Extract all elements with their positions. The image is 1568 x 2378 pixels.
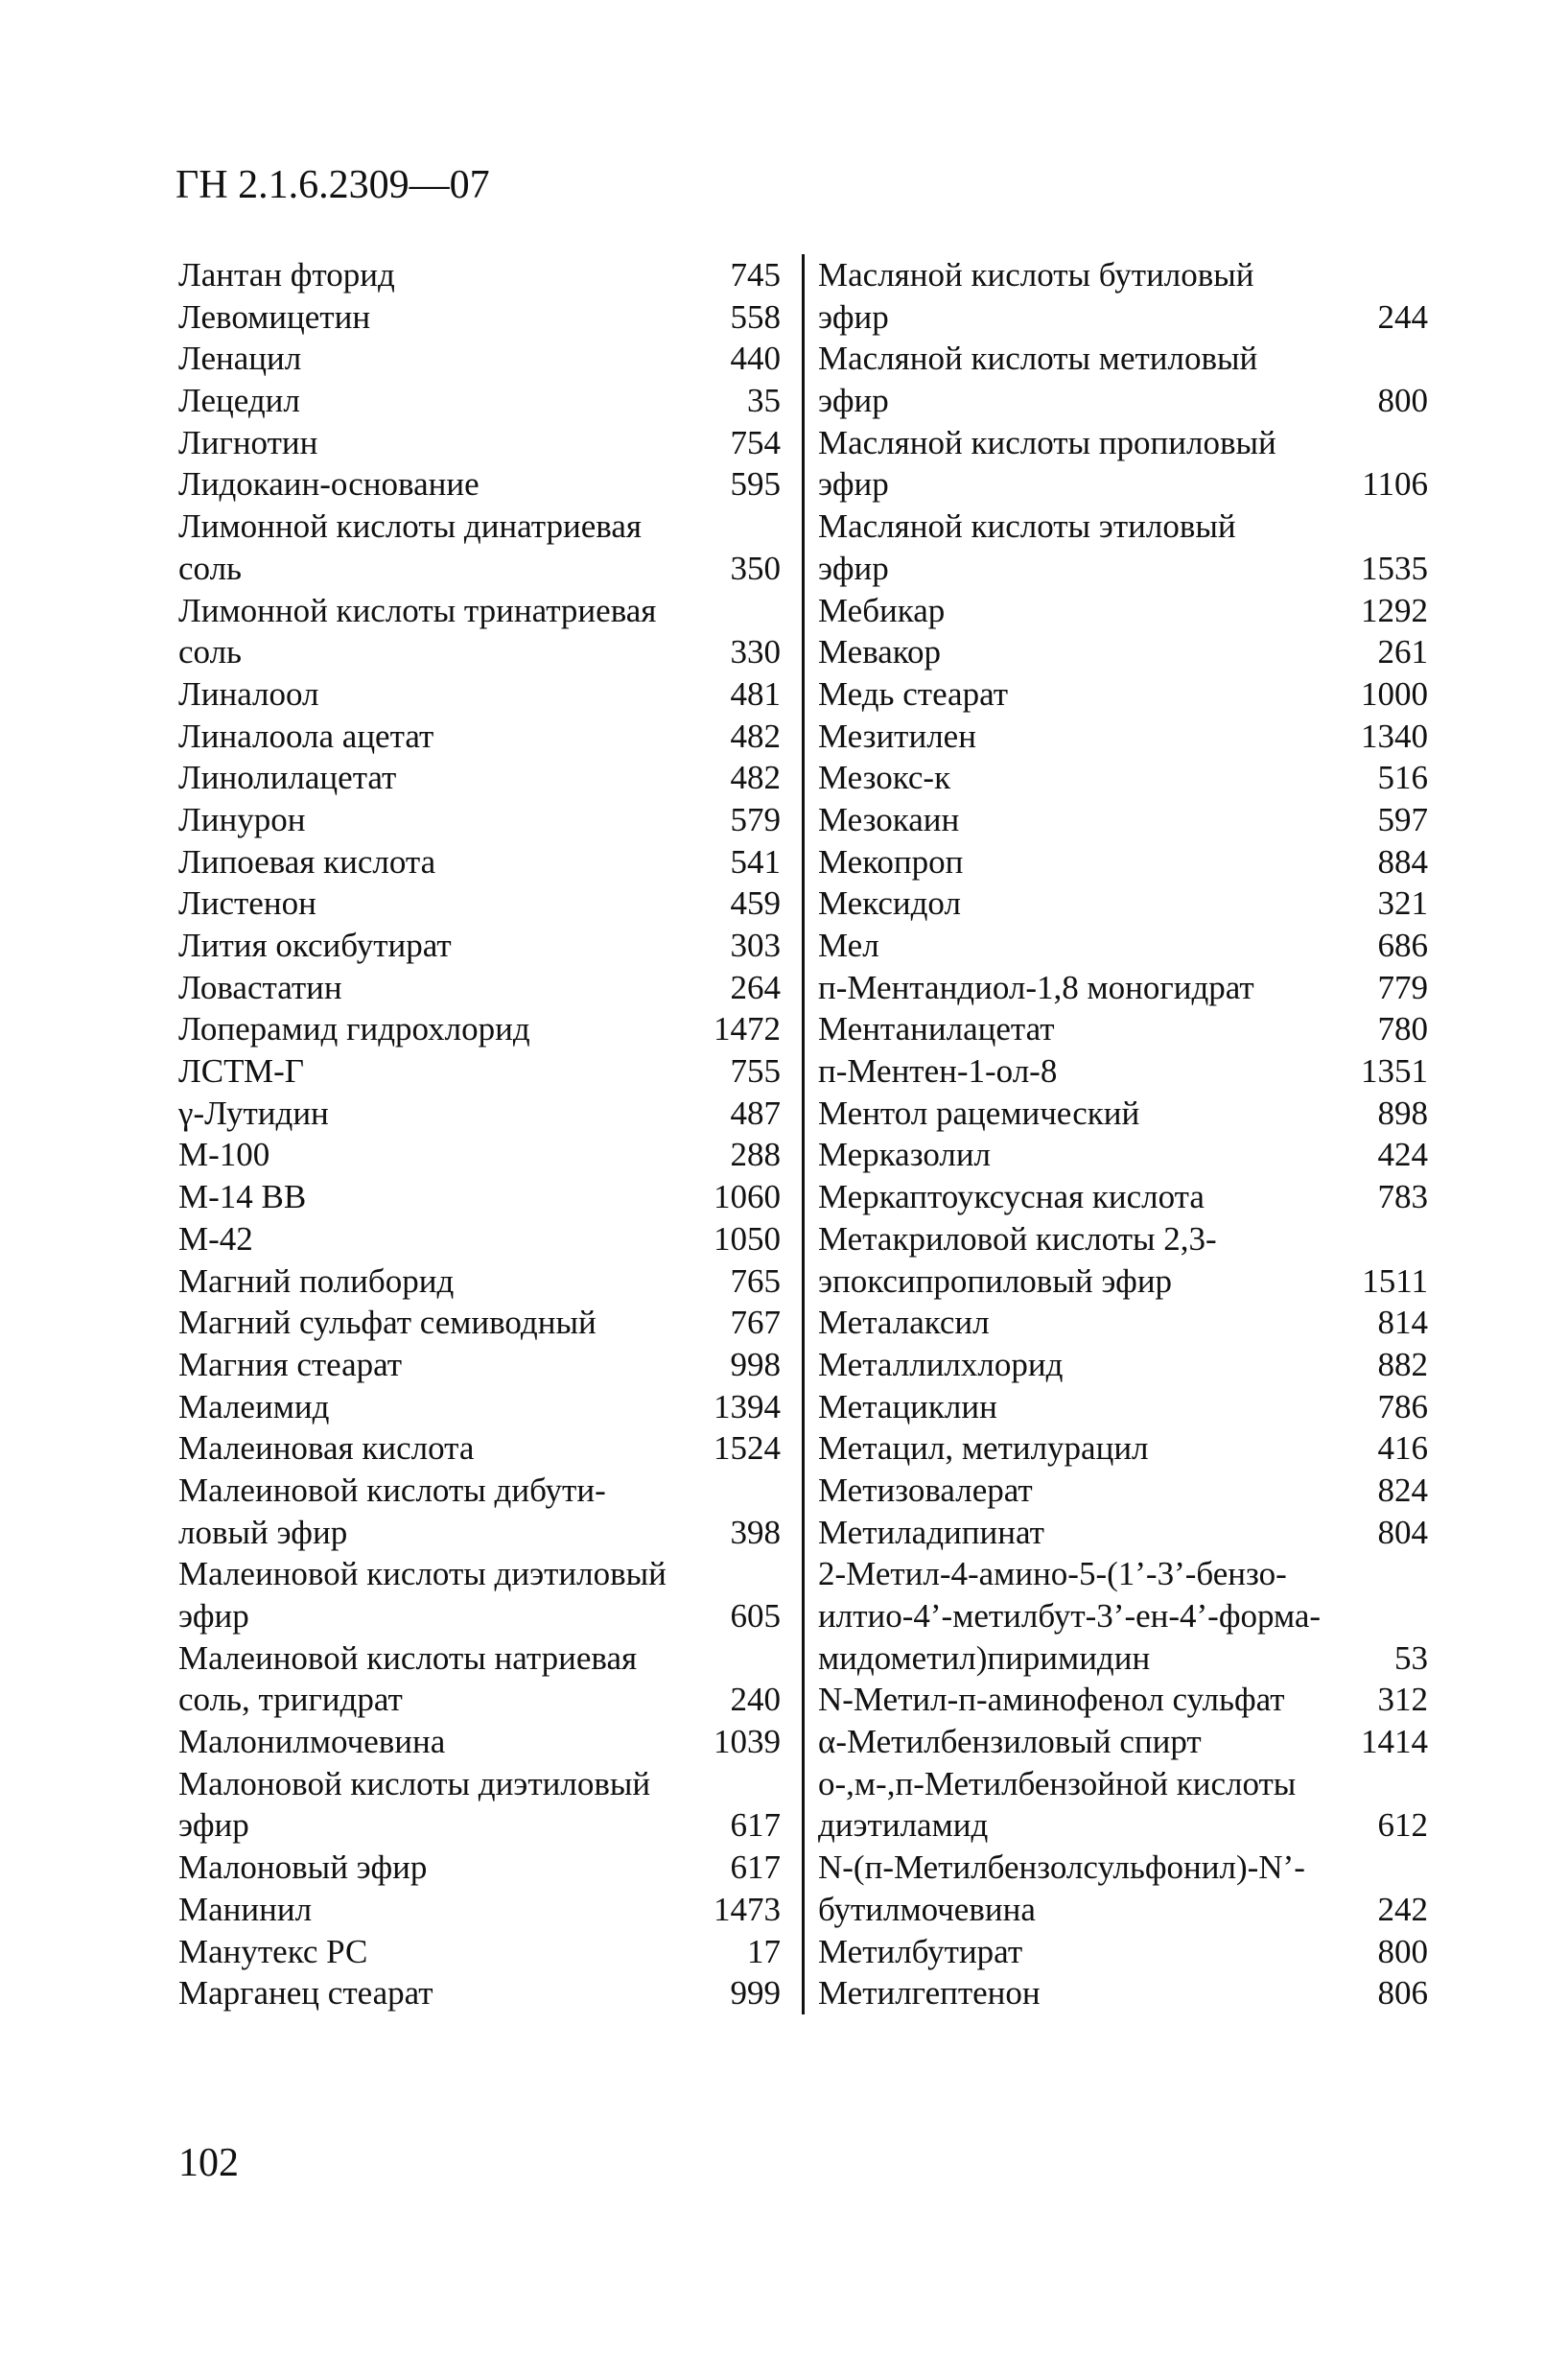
index-entry (178, 1679, 781, 1721)
entry-name: 2-Метил-4-амино-5-(1’-3’-бензо- (818, 1555, 1287, 1593)
entry-name: Манинил (178, 1890, 313, 1928)
entry-page-number: 481 (730, 674, 781, 713)
entry-name: Листенон (178, 884, 316, 923)
entry-name: Лецедил (178, 382, 300, 420)
index-entry (818, 841, 1428, 883)
entry-name: Металлилхлорид (818, 1345, 1064, 1383)
entry-name: Манутекс РС (178, 1932, 368, 1970)
index-entry (818, 1763, 1428, 1805)
entry-name: ловый эфир (178, 1513, 348, 1551)
index-entry (178, 1637, 781, 1680)
index-entry (178, 254, 781, 296)
entry-page-number: 779 (1377, 968, 1428, 1006)
entry-name: Лимонной кислоты тринатриевая (178, 591, 657, 629)
index-entry (818, 1008, 1428, 1050)
entry-name: Малеиновой кислоты натриевая (178, 1638, 638, 1677)
index-entry (178, 463, 781, 506)
index-entry (178, 631, 781, 673)
entry-page-number: 882 (1377, 1345, 1428, 1383)
index-entry (178, 1972, 781, 2014)
entry-name: Магния стеарат (178, 1345, 403, 1383)
entry-page-number: 303 (730, 927, 781, 964)
index-entry (178, 1931, 781, 1973)
entry-name: Лигнотин (178, 423, 318, 461)
index-entry (818, 1218, 1428, 1260)
entry-name: Малеимид (178, 1387, 330, 1425)
entry-name: диэтиламид (818, 1806, 989, 1845)
index-entry (178, 1470, 781, 1512)
entry-name: Метиладипинат (818, 1513, 1044, 1551)
entry-name: эфир (178, 1806, 249, 1845)
entry-page-number: 786 (1377, 1387, 1428, 1425)
entry-name: бутилмочевина (818, 1890, 1036, 1928)
entry-page-number: 605 (730, 1597, 781, 1635)
entry-name: Ловастатин (178, 968, 342, 1006)
index-entry (178, 925, 781, 967)
entry-page-number: 1524 (714, 1429, 781, 1468)
entry-page-number: 765 (730, 1261, 781, 1300)
entry-page-number: 350 (730, 549, 781, 587)
entry-page-number: 898 (1377, 1094, 1428, 1132)
index-entry (178, 799, 781, 841)
index-entry (178, 1260, 781, 1303)
index-entry (818, 799, 1428, 841)
entry-name: Лидокаин-основание (178, 465, 480, 504)
index-entry (818, 673, 1428, 716)
index-entry (818, 925, 1428, 967)
entry-page-number: 1394 (714, 1387, 781, 1425)
index-entry (178, 1050, 781, 1093)
entry-name: Масляной кислоты пропиловый (818, 423, 1276, 461)
entry-name: Метациклин (818, 1387, 997, 1425)
entry-page-number: 264 (730, 968, 781, 1006)
entry-name: эпоксипропиловый эфир (818, 1261, 1173, 1300)
entry-name: Мебикар (818, 591, 946, 629)
entry-page-number: 617 (730, 1806, 781, 1845)
entry-name: Меркаптоуксусная кислота (818, 1178, 1205, 1216)
entry-page-number: 541 (730, 842, 781, 881)
entry-page-number: 745 (730, 256, 781, 294)
entry-page-number: 1050 (714, 1219, 781, 1258)
index-entry (818, 1302, 1428, 1344)
index-entry (818, 1804, 1428, 1847)
entry-page-number: 617 (730, 1848, 781, 1887)
index-entry (178, 757, 781, 799)
entry-page-number: 261 (1377, 633, 1428, 671)
entry-name: Лоперамид гидрохлорид (178, 1010, 530, 1048)
index-entry (818, 422, 1428, 464)
index-entry (178, 380, 781, 422)
index-entry (818, 590, 1428, 632)
entry-name: Малеиновая кислота (178, 1429, 475, 1468)
entry-page-number: 755 (730, 1052, 781, 1091)
index-entry (818, 338, 1428, 380)
index-entry (178, 1512, 781, 1554)
page-number: 102 (178, 2141, 239, 2185)
entry-name: мидометил)пиримидин (818, 1638, 1151, 1677)
index-entry (178, 1889, 781, 1931)
entry-name: Малеиновой кислоты дибути- (178, 1471, 606, 1509)
entry-name: Метилгептенон (818, 1974, 1041, 2013)
entry-page-number: 1039 (714, 1723, 781, 1761)
entry-page-number: 780 (1377, 1010, 1428, 1048)
entry-name: Липоевая кислота (178, 842, 436, 881)
index-entry (818, 1093, 1428, 1135)
index-entry (818, 1889, 1428, 1931)
entry-name: Мекопроп (818, 842, 964, 881)
index-entry (178, 1093, 781, 1135)
entry-name: Масляной кислоты этиловый (818, 507, 1236, 546)
entry-page-number: 240 (730, 1681, 781, 1719)
index-entry (178, 883, 781, 925)
index-entry (178, 1218, 781, 1260)
entry-page-number: 35 (747, 382, 781, 420)
entry-page-number: 998 (730, 1345, 781, 1383)
index-entry (178, 548, 781, 590)
entry-page-number: 579 (730, 800, 781, 838)
entry-page-number: 1060 (714, 1178, 781, 1216)
index-entry (818, 1931, 1428, 1973)
entry-name: илтио-4’-метилбут-3’-ен-4’-форма- (818, 1597, 1322, 1635)
index-entry (178, 338, 781, 380)
entry-name: Марганец стеарат (178, 1974, 433, 2013)
entry-page-number: 516 (1377, 759, 1428, 797)
entry-name: α-Метилбензиловый спирт (818, 1723, 1202, 1761)
entry-name: Ментанилацетат (818, 1010, 1055, 1048)
index-entry (818, 883, 1428, 925)
entry-page-number: 242 (1377, 1890, 1428, 1928)
entry-name: Ленацил (178, 340, 302, 378)
entry-page-number: 800 (1377, 382, 1428, 420)
entry-name: п-Ментандиол-1,8 моногидрат (818, 968, 1254, 1006)
entry-page-number: 884 (1377, 842, 1428, 881)
entry-name: эфир (818, 549, 889, 587)
document-header: ГН 2.1.6.2309—07 (176, 163, 490, 207)
entry-page-number: 595 (730, 465, 781, 504)
entry-page-number: 814 (1377, 1304, 1428, 1342)
index-entry (818, 1050, 1428, 1093)
entry-name: Мезокаин (818, 800, 960, 838)
entry-page-number: 440 (730, 340, 781, 378)
index-entry (818, 1637, 1428, 1680)
index-entry (178, 716, 781, 758)
entry-page-number: 806 (1377, 1974, 1428, 2013)
entry-page-number: 1472 (714, 1010, 781, 1048)
entry-page-number: 330 (730, 633, 781, 671)
left-index-column (178, 254, 781, 2014)
entry-name: N-(п-Метилбензолсульфонил)-N’- (818, 1848, 1305, 1887)
entry-page-number: 482 (730, 717, 781, 755)
index-entry (178, 841, 781, 883)
entry-page-number: 398 (730, 1513, 781, 1551)
entry-name: Мевакор (818, 633, 942, 671)
entry-name: Левомицетин (178, 297, 371, 336)
index-entry (818, 1386, 1428, 1428)
index-entry (178, 967, 781, 1009)
entry-name: п-Ментен-1-ол-8 (818, 1052, 1058, 1091)
entry-name: N-Метил-п-аминофенол сульфат (818, 1681, 1285, 1719)
index-entry (178, 296, 781, 339)
index-entry (818, 757, 1428, 799)
entry-page-number: 767 (730, 1304, 781, 1342)
index-entry (178, 1427, 781, 1470)
entry-name: ЛСТМ-Г (178, 1052, 305, 1091)
index-entry (178, 1804, 781, 1847)
entry-page-number: 999 (730, 1974, 781, 2013)
entry-page-number: 824 (1377, 1471, 1428, 1509)
entry-name: Метизовалерат (818, 1471, 1033, 1509)
entry-page-number: 312 (1377, 1681, 1428, 1719)
entry-name: эфир (818, 382, 889, 420)
index-entry (178, 1386, 781, 1428)
entry-page-number: 1292 (1361, 591, 1428, 629)
entry-name: Ментол рацемический (818, 1094, 1140, 1132)
entry-name: Метакриловой кислоты 2,3- (818, 1219, 1217, 1258)
entry-name: γ-Лутидин (178, 1094, 329, 1132)
entry-name: М-14 ВВ (178, 1178, 307, 1216)
index-entry (818, 254, 1428, 296)
entry-page-number: 612 (1377, 1806, 1428, 1845)
entry-page-number: 1351 (1361, 1052, 1428, 1091)
entry-page-number: 1414 (1361, 1723, 1428, 1761)
index-entry (178, 590, 781, 632)
entry-page-number: 459 (730, 884, 781, 923)
entry-name: Мексидол (818, 884, 961, 923)
index-entry (178, 506, 781, 548)
index-entry (818, 1344, 1428, 1386)
entry-name: о-,м-,п-Метилбензойной кислоты (818, 1764, 1297, 1802)
index-entry (178, 1344, 781, 1386)
entry-page-number: 597 (1377, 800, 1428, 838)
entry-name: Медь стеарат (818, 674, 1009, 713)
index-entry (178, 1553, 781, 1595)
index-entry (818, 1847, 1428, 1889)
entry-page-number: 1106 (1362, 465, 1428, 504)
index-entry (818, 1176, 1428, 1218)
entry-name: Мел (818, 927, 879, 964)
index-entry (178, 1763, 781, 1805)
entry-name: соль (178, 633, 243, 671)
index-entry (818, 1427, 1428, 1470)
entry-page-number: 321 (1377, 884, 1428, 923)
index-entry (178, 1176, 781, 1218)
index-entry (178, 1847, 781, 1889)
index-entry (818, 506, 1428, 548)
entry-name: Метилбутират (818, 1932, 1023, 1970)
entry-name: Масляной кислоты метиловый (818, 340, 1258, 378)
index-entry (178, 1008, 781, 1050)
entry-name: эфир (818, 297, 889, 336)
index-entry (178, 1595, 781, 1637)
index-entry (178, 673, 781, 716)
entry-name: Мезитилен (818, 717, 976, 755)
index-entry (818, 1512, 1428, 1554)
entry-page-number: 424 (1377, 1136, 1428, 1174)
entry-page-number: 800 (1377, 1932, 1428, 1970)
index-entry (818, 1595, 1428, 1637)
right-index-column (818, 254, 1428, 2014)
entry-name: Малонилмочевина (178, 1723, 446, 1761)
entry-name: Лития оксибутират (178, 927, 452, 964)
entry-page-number: 1511 (1362, 1261, 1428, 1300)
index-entry (818, 1134, 1428, 1176)
entry-page-number: 17 (747, 1932, 781, 1970)
index-entry (178, 422, 781, 464)
entry-name: Лимонной кислоты динатриевая (178, 507, 642, 546)
entry-name: Мерказолил (818, 1136, 992, 1174)
index-entry (818, 1721, 1428, 1763)
index-entry (818, 1470, 1428, 1512)
entry-name: Линурон (178, 800, 306, 838)
index-entry (818, 463, 1428, 506)
entry-name: Магний полиборид (178, 1261, 455, 1300)
entry-name: Метацил, метилурацил (818, 1429, 1149, 1468)
entry-page-number: 686 (1377, 927, 1428, 964)
entry-name: Линолилацетат (178, 759, 397, 797)
entry-page-number: 754 (730, 423, 781, 461)
entry-name: эфир (178, 1597, 249, 1635)
entry-name: Линалоола ацетат (178, 717, 434, 755)
index-entry (178, 1721, 781, 1763)
entry-name: Линалоол (178, 674, 319, 713)
entry-page-number: 1535 (1361, 549, 1428, 587)
entry-page-number: 416 (1377, 1429, 1428, 1468)
entry-page-number: 288 (730, 1136, 781, 1174)
entry-page-number: 1473 (714, 1890, 781, 1928)
entry-name: Магний сульфат семиводный (178, 1304, 597, 1342)
entry-page-number: 804 (1377, 1513, 1428, 1551)
index-entry (178, 1302, 781, 1344)
entry-page-number: 558 (730, 297, 781, 336)
entry-page-number: 53 (1394, 1638, 1428, 1677)
index-entry (818, 296, 1428, 339)
entry-page-number: 482 (730, 759, 781, 797)
entry-name: соль (178, 549, 243, 587)
entry-name: Малеиновой кислоты диэтиловый (178, 1555, 667, 1593)
index-entry (818, 548, 1428, 590)
index-entry (818, 631, 1428, 673)
entry-name: соль, тригидрат (178, 1681, 403, 1719)
entry-page-number: 1000 (1361, 674, 1428, 713)
entry-name: Лантан фторид (178, 256, 395, 294)
entry-name: М-100 (178, 1136, 270, 1174)
index-entry (818, 1260, 1428, 1303)
entry-name: Малоновой кислоты диэтиловый (178, 1764, 651, 1802)
index-entry (818, 1553, 1428, 1595)
index-entry (818, 716, 1428, 758)
index-entry (818, 1972, 1428, 2014)
index-entry (818, 380, 1428, 422)
index-entry (178, 1134, 781, 1176)
entry-name: эфир (818, 465, 889, 504)
entry-name: Мезокс-к (818, 759, 951, 797)
entry-page-number: 783 (1377, 1178, 1428, 1216)
index-entry (818, 967, 1428, 1009)
entry-page-number: 244 (1377, 297, 1428, 336)
entry-name: Малоновый эфир (178, 1848, 428, 1887)
entry-name: Масляной кислоты бутиловый (818, 256, 1254, 294)
entry-page-number: 487 (730, 1094, 781, 1132)
index-entry (818, 1679, 1428, 1721)
column-divider (802, 254, 805, 2014)
entry-name: Металаксил (818, 1304, 990, 1342)
entry-name: М-42 (178, 1219, 253, 1258)
entry-page-number: 1340 (1361, 717, 1428, 755)
